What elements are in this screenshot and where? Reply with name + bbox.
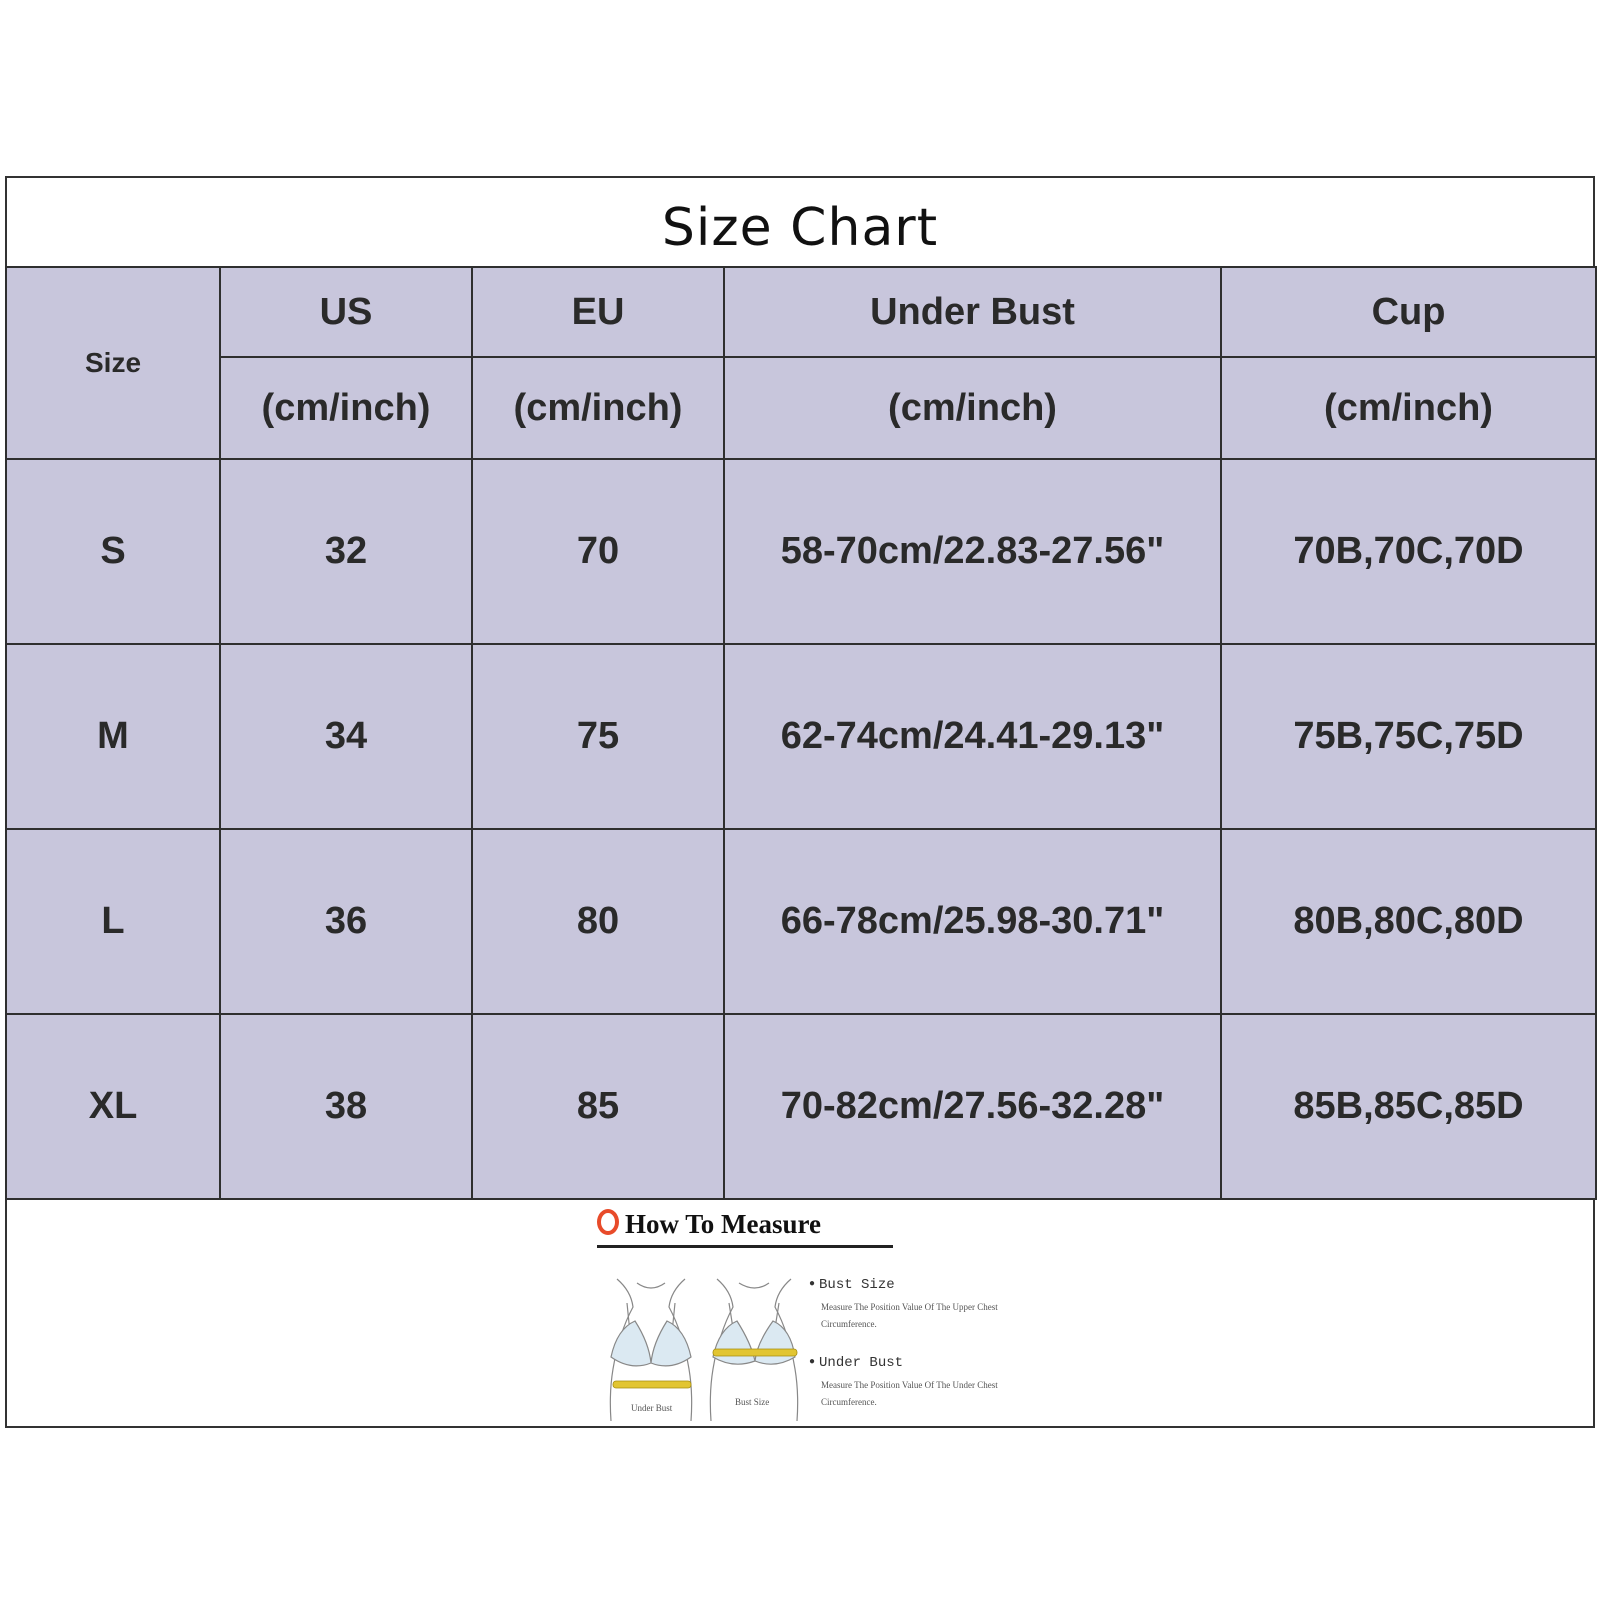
size-chart-frame [5, 176, 1595, 1428]
cell-size: S [6, 459, 220, 644]
table-row [6, 459, 1596, 644]
header-eu: EU [472, 267, 724, 357]
cell-us: 34 [220, 644, 472, 829]
cell-eu: 75 [472, 644, 724, 829]
how-to-measure-panel [597, 1203, 1017, 1428]
table-row [6, 1014, 1596, 1199]
cell-size: M [6, 644, 220, 829]
cell-eu: 85 [472, 1014, 724, 1199]
table-row [6, 829, 1596, 1014]
header-cup: Cup [1221, 267, 1596, 357]
bust-size-description: Measure The Position Value Of The Upper Chest Circumference. [821, 1302, 998, 1329]
header-under-bust: Under Bust [724, 267, 1221, 357]
bra-measure-illustration [597, 1273, 807, 1423]
figure-label-bust-size: Bust Size [735, 1397, 770, 1407]
unit-eu: (cm/inch) [472, 357, 724, 459]
how-to-measure-label: How To Measure [625, 1209, 822, 1239]
cell-us: 32 [220, 459, 472, 644]
under-bust-description: Measure The Position Value Of The Under Chest Circumference. [821, 1380, 998, 1407]
table-header-row [6, 267, 1596, 357]
chart-title: Size Chart [661, 198, 939, 258]
circle-bullet-icon [597, 1209, 619, 1235]
cell-cup: 70B,70C,70D [1221, 459, 1596, 644]
figure-label-under-bust: Under Bust [631, 1403, 673, 1413]
cell-under-bust: 58-70cm/22.83-27.56" [724, 459, 1221, 644]
cell-cup: 85B,85C,85D [1221, 1014, 1596, 1199]
cell-under-bust: 66-78cm/25.98-30.71" [724, 829, 1221, 1014]
cell-size: XL [6, 1014, 220, 1199]
cell-under-bust: 62-74cm/24.41-29.13" [724, 644, 1221, 829]
cell-eu: 70 [472, 459, 724, 644]
unit-us: (cm/inch) [220, 357, 472, 459]
title-underline [597, 1245, 893, 1248]
header-us: US [220, 267, 472, 357]
cell-under-bust: 70-82cm/27.56-32.28" [724, 1014, 1221, 1199]
size-header-cell: Size [6, 267, 220, 459]
under-bust-heading: ● Under Bust [809, 1355, 903, 1371]
table-unit-row [6, 357, 1596, 459]
bust-size-heading: ● Bust Size [809, 1277, 895, 1293]
cell-cup: 75B,75C,75D [1221, 644, 1596, 829]
cell-us: 38 [220, 1014, 472, 1199]
cell-us: 36 [220, 829, 472, 1014]
cell-eu: 80 [472, 829, 724, 1014]
unit-under-bust: (cm/inch) [724, 357, 1221, 459]
unit-cup: (cm/inch) [1221, 357, 1596, 459]
cell-cup: 80B,80C,80D [1221, 829, 1596, 1014]
size-table [5, 266, 1597, 1200]
how-to-measure-title [597, 1209, 821, 1240]
table-row [6, 644, 1596, 829]
cell-size: L [6, 829, 220, 1014]
